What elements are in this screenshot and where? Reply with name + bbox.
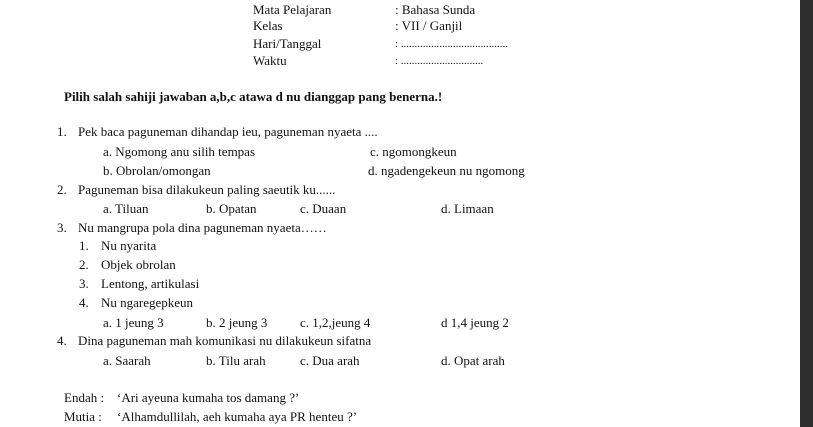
q2-text: Paguneman bisa dilakukeun paling saeutik ku...... — [78, 182, 336, 197]
q3-sub-item-text: Objek obrolan — [101, 257, 176, 272]
q1-option-c: c. ngomongkeun — [370, 144, 457, 159]
subject-value: : Bahasa Sunda — [395, 2, 476, 17]
subject-label: Mata Pelajaran — [253, 2, 332, 17]
q3-sub-item-text: Nu ngaregepkeun — [101, 295, 194, 310]
class-value: : VII / Ganjil — [395, 18, 463, 33]
q4-option-b: b. Tilu arah — [206, 353, 266, 368]
q1-option-b: b. Obrolan/omongan — [103, 163, 211, 178]
dialogue-line: ‘Alhamdullilah, aeh kumaha aya PR henteu ?’ — [117, 409, 358, 424]
q2-option-b: b. Opatan — [206, 201, 257, 216]
q3-sub-item-number: 2. — [79, 257, 89, 272]
q1-option-a: a. Ngomong anu silih tempas — [103, 144, 256, 159]
viewer-edge — [800, 0, 813, 427]
q3-text: Nu mangrupa pola dina paguneman nyaeta…… — [78, 220, 327, 235]
q3-sub-item-number: 4. — [79, 295, 89, 310]
instruction-text: Pilih salah sahiji jawaban a,b,c atawa d nu dianggap pang benerna.! — [64, 89, 443, 104]
q2-option-d: d. Limaan — [441, 201, 494, 216]
q1-text: Pek baca paguneman dihandap ieu, paguneman nyaeta .... — [78, 124, 378, 139]
q3-option-a: a. 1 jeung 3 — [103, 315, 164, 330]
q4-option-c: c. Dua arah — [300, 353, 360, 368]
q2-number: 2. — [57, 182, 67, 197]
dialogue-speaker: Endah : — [64, 390, 105, 405]
q4-number: 4. — [57, 333, 67, 348]
dialogue-line: ‘Ari ayeuna kumaha tos damang ?’ — [117, 390, 300, 405]
dialogue-speaker: Mutia : — [64, 409, 102, 424]
time-value: : .............................. — [395, 55, 484, 67]
q1-number: 1. — [57, 124, 67, 139]
class-label: Kelas — [253, 18, 283, 33]
date-value: : ....................................... — [395, 38, 509, 50]
q3-sub-item-text: Lentong, artikulasi — [101, 276, 200, 291]
q3-option-c: c. 1,2,jeung 4 — [300, 315, 371, 330]
q3-sub-item-number: 1. — [79, 238, 89, 253]
q4-option-a: a. Saarah — [103, 353, 151, 368]
q2-option-a: a. Tiluan — [103, 201, 149, 216]
q4-text: Dina paguneman mah komunikasi nu dilakukeun sifatna — [78, 333, 372, 348]
q3-sub-item-number: 3. — [79, 276, 89, 291]
q2-option-c: c. Duaan — [300, 201, 347, 216]
q3-sub-item-text: Nu nyarita — [101, 238, 157, 253]
q3-option-d: d 1,4 jeung 2 — [441, 315, 509, 330]
q1-option-d: d. ngadengekeun nu ngomong — [368, 163, 525, 178]
q4-option-d: d. Opat arah — [441, 353, 505, 368]
q3-option-b: b. 2 jeung 3 — [206, 315, 268, 330]
time-label: Waktu — [253, 53, 287, 68]
date-label: Hari/Tanggal — [253, 36, 322, 51]
q3-number: 3. — [57, 220, 67, 235]
